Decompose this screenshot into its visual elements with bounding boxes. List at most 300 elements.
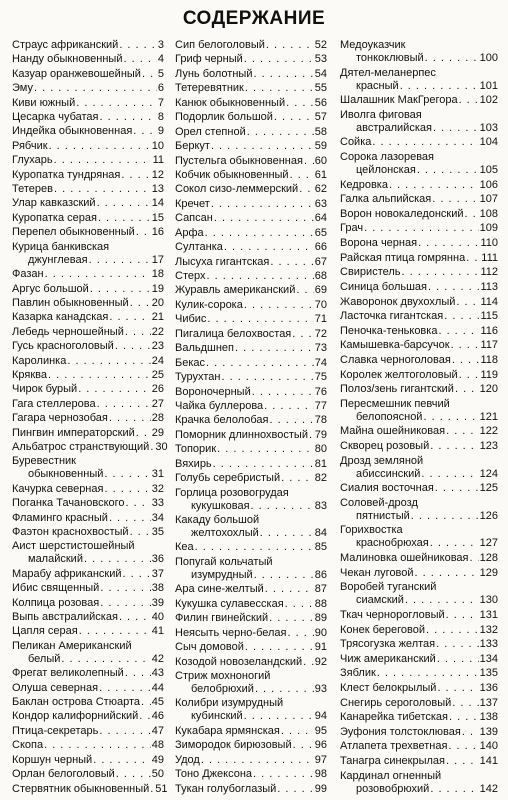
toc-line: [340, 697, 498, 710]
toc-page-number: 34: [151, 511, 164, 524]
toc-line: [340, 468, 498, 481]
toc-page-number: 130: [479, 594, 498, 607]
dot-leader: [430, 783, 478, 796]
dot-leader: [109, 311, 150, 324]
toc-entry-name: Горихвостка: [340, 524, 403, 537]
toc-entry-name: Дятел-меланерпес: [340, 66, 436, 79]
toc-entry-name: Соловей-дрозд: [340, 496, 418, 509]
toc-entry: [340, 398, 498, 424]
toc-entry-name: Сыч домовой: [175, 641, 244, 654]
toc-line: [340, 624, 498, 637]
toc-page-number: 32: [151, 482, 164, 495]
dot-leader: [270, 414, 314, 427]
toc-entry-name: Поганка Тачановского: [12, 497, 125, 510]
toc-line: [175, 598, 327, 611]
dot-leader: [206, 270, 313, 283]
toc-entry-name: Конек береговой: [340, 623, 425, 636]
toc-entry: [12, 710, 164, 723]
dot-leader: [437, 682, 478, 695]
toc-line: [175, 284, 327, 297]
contents-column-3: [340, 39, 498, 796]
dot-leader: [303, 656, 314, 669]
toc-entry: [12, 241, 164, 267]
toc-entry: [12, 582, 164, 595]
toc-entry-name: Куропатка тундряная: [12, 168, 121, 181]
toc-entry: [340, 237, 498, 250]
toc-line: [175, 710, 327, 723]
dot-leader: [415, 567, 479, 580]
toc-line: [340, 711, 498, 724]
toc-entry: [175, 299, 327, 312]
toc-page-number: 72: [314, 327, 327, 340]
toc-page-number: 50: [151, 768, 164, 781]
dot-leader: [126, 497, 151, 510]
contents-column-2: [175, 39, 327, 796]
toc-line: [12, 568, 164, 581]
toc-entry-name: Пеликан Американский: [12, 639, 132, 652]
toc-page-number: 38: [151, 582, 164, 595]
dot-leader: [213, 458, 314, 471]
toc-entry: [340, 354, 498, 367]
toc-line: [12, 326, 164, 339]
toc-line: [12, 53, 164, 66]
toc-entry: [12, 197, 164, 210]
toc-line: [340, 537, 498, 550]
dot-leader: [265, 583, 314, 596]
toc-page-number: 62: [314, 183, 327, 196]
dot-leader: [116, 768, 151, 781]
dot-leader: [99, 682, 151, 695]
dot-leader: [54, 183, 151, 196]
toc-line: [12, 782, 168, 796]
toc-page-number: 119: [480, 368, 498, 381]
toc-entry: [175, 256, 327, 269]
dot-leader: [452, 354, 480, 367]
toc-entry-name: Чиж американский: [340, 652, 436, 665]
toc-entry-name: Колибри изумрудный: [175, 697, 284, 710]
toc-entry-name: Жаворонок двухохлый: [340, 295, 456, 308]
toc-page-number: 142: [479, 782, 498, 795]
toc-line: [175, 342, 327, 355]
toc-entry: [340, 136, 498, 149]
toc-entry: [175, 627, 327, 640]
toc-entry-name: малайский: [28, 553, 83, 566]
toc-page-number: 111: [481, 251, 498, 264]
toc-entry-name: кукушковая: [191, 499, 250, 512]
toc-line: [12, 125, 164, 138]
toc-entry-name: Каролинка: [12, 354, 67, 367]
toc-line: [175, 111, 327, 124]
dot-leader: [44, 739, 151, 752]
toc-line: [340, 653, 498, 666]
toc-line: [340, 237, 498, 250]
toc-entry: [12, 68, 164, 81]
toc-entry-name: Эму: [12, 82, 33, 95]
toc-entry-name: Грач: [340, 222, 364, 235]
dot-leader: [205, 227, 314, 240]
toc-page-number: 28: [151, 412, 164, 425]
dot-leader: [288, 627, 314, 640]
toc-entry: [12, 340, 164, 353]
toc-page-number: 99: [314, 782, 327, 795]
toc-line: [340, 726, 498, 739]
toc-entry: [340, 624, 498, 637]
toc-page-number: 112: [480, 266, 498, 279]
toc-line: [175, 683, 327, 696]
toc-entry-name: Фрегат великолепный: [12, 667, 124, 680]
toc-entry: [340, 179, 498, 192]
toc-page-number: 49: [151, 753, 164, 766]
toc-entry-name: красный: [356, 79, 399, 92]
dot-leader: [255, 683, 314, 696]
toc-page-number: 98: [314, 768, 327, 781]
dot-leader: [446, 755, 479, 768]
toc-line: [340, 383, 498, 396]
toc-entry-name: Гага стеллерова: [12, 397, 96, 410]
toc-entry: [12, 39, 164, 52]
toc-entry: [12, 768, 164, 781]
toc-page-number: 121: [479, 410, 498, 423]
toc-entry-name: Цесарка чубатая: [12, 111, 99, 124]
toc-entry-name: Синица большая: [340, 280, 428, 293]
toc-line: [12, 140, 164, 153]
dot-leader: [104, 483, 150, 496]
dot-leader: [97, 197, 151, 210]
dot-leader: [247, 126, 314, 139]
dot-leader: [100, 111, 157, 124]
toc-entry-name: Топорик: [175, 443, 217, 456]
toc-entry-name: Чирок бурый: [12, 383, 78, 396]
dot-leader: [292, 328, 313, 341]
toc-entry: [12, 212, 164, 225]
toc-entry: [12, 412, 164, 425]
toc-line: [175, 169, 327, 182]
toc-line: [175, 612, 327, 625]
toc-entry-name: Сорока лазоревая: [340, 151, 435, 164]
toc-entry-name: Танагра синекрылая: [340, 754, 446, 767]
toc-entry-name: Аргус большой: [12, 282, 89, 295]
toc-entry: [12, 297, 164, 310]
toc-line: [12, 468, 164, 481]
toc-entry-name: Камышевка-барсучок: [340, 339, 450, 352]
toc-entry-name: Олуша северная: [12, 681, 99, 694]
toc-page-number: 76: [314, 385, 327, 398]
toc-page-number: 101: [479, 79, 498, 92]
toc-line: [12, 283, 164, 296]
toc-line: [175, 541, 327, 554]
toc-line: [175, 697, 327, 710]
dot-leader: [49, 140, 151, 153]
dot-leader: [84, 553, 151, 566]
toc-entry-name: краснобрюхая: [356, 537, 429, 550]
dot-leader: [426, 624, 479, 637]
dot-leader: [418, 237, 479, 250]
toc-page-number: 104: [479, 136, 498, 149]
dot-leader: [54, 154, 152, 167]
toc-page-number: 84: [314, 527, 327, 539]
toc-page-number: 71: [314, 313, 327, 326]
toc-entry: [12, 597, 164, 610]
toc-entry-name: Козодой новозеландский: [175, 655, 303, 668]
toc-entry: [12, 125, 164, 138]
toc-entry: [175, 541, 327, 554]
toc-entry: [175, 183, 327, 196]
toc-entry-name: Стерх: [175, 270, 206, 282]
toc-entry: [175, 227, 327, 240]
dot-leader: [115, 340, 151, 353]
dot-leader: [286, 97, 314, 110]
toc-entry-name: Арфа: [175, 226, 204, 239]
toc-entry: [340, 252, 498, 265]
toc-line: [12, 483, 164, 496]
dot-leader: [207, 313, 313, 326]
toc-entry-name: Ворона черная: [340, 237, 418, 250]
dot-leader: [364, 222, 479, 235]
dot-leader: [285, 598, 314, 611]
dot-leader: [123, 53, 156, 66]
toc-line: [175, 198, 327, 211]
toc-entry-name: Воробей туганский: [340, 581, 437, 594]
toc-entry-name: белый: [28, 652, 61, 665]
toc-entry-name: Неясыть черно-белая: [175, 626, 287, 639]
toc-entry: [175, 612, 327, 625]
toc-line: [12, 625, 164, 638]
toc-entry-name: Тетеревятник: [175, 82, 244, 95]
toc-line: [340, 354, 498, 367]
toc-page-number: 138: [479, 711, 498, 724]
dot-leader: [99, 725, 150, 738]
page-title: СОДЕРЖАНИЕ: [182, 8, 326, 29]
toc-page-number: 137: [479, 696, 498, 709]
toc-line: [340, 638, 498, 651]
toc-entry: [175, 598, 327, 611]
toc-entry-name: Шалашник МакГрегора: [340, 94, 458, 107]
toc-page-number: 116: [480, 324, 498, 337]
toc-entry: [340, 455, 498, 481]
toc-entry-name: Горлица розовогрудая: [175, 486, 289, 499]
toc-entry-name: Чайка буллерова: [175, 399, 264, 412]
toc-entry: [12, 696, 164, 709]
toc-page-number: 44: [151, 681, 164, 694]
toc-entry-name: Киви южный: [12, 96, 76, 109]
toc-line: [12, 97, 164, 110]
toc-line: [175, 725, 327, 738]
toc-line: [12, 111, 164, 124]
toc-entry-name: Альбатрос странствующий: [12, 440, 150, 453]
toc-page-number: 10: [151, 139, 164, 152]
dot-leader: [195, 541, 314, 554]
dot-leader: [432, 193, 478, 206]
toc-page-number: 122: [479, 425, 498, 438]
dot-leader: [221, 371, 313, 384]
toc-entry: [340, 425, 498, 438]
dot-leader: [281, 472, 314, 485]
toc-line: [12, 355, 164, 368]
dot-leader: [244, 53, 314, 66]
toc-page-number: 96: [314, 739, 327, 752]
toc-page-number: 60: [314, 154, 327, 167]
toc-line: [12, 369, 164, 382]
toc-page-number: 126: [479, 509, 498, 522]
toc-page-number: 52: [314, 39, 327, 51]
dot-leader: [452, 697, 478, 710]
dot-leader: [244, 299, 314, 312]
toc-page-number: 114: [480, 295, 498, 308]
toc-entry-name: Фламинго красный: [12, 511, 108, 524]
toc-entry: [12, 140, 164, 153]
dot-leader: [423, 411, 478, 424]
toc-entry-name: тонкоклювый: [356, 52, 424, 64]
toc-entry: [340, 497, 498, 523]
toc-entry-name: Скворец розовый: [340, 440, 430, 453]
toc-entry-name: Пигалица белохвостая: [175, 327, 292, 340]
toc-page-number: 113: [480, 280, 498, 293]
toc-page-number: 127: [479, 537, 498, 550]
toc-line: [175, 270, 327, 283]
dot-leader: [428, 281, 479, 294]
toc-entry-name: Эуфония толстоклювая: [340, 725, 461, 738]
toc-page-number: 100: [479, 52, 498, 64]
toc-line: [12, 427, 164, 440]
dot-leader: [244, 710, 314, 723]
toc-page-number: 19: [151, 282, 164, 295]
toc-page-number: 117: [480, 339, 498, 352]
toc-line: [12, 412, 164, 425]
dot-leader: [260, 527, 314, 540]
toc-page-number: 57: [314, 111, 327, 124]
toc-entry: [175, 68, 327, 81]
toc-line: [340, 296, 498, 309]
dot-leader: [425, 52, 479, 65]
toc-page-number: 74: [314, 356, 327, 369]
toc-entry: [175, 111, 327, 124]
toc-entry-name: Выпь австралийская: [12, 611, 118, 624]
toc-entry: [340, 482, 498, 495]
toc-page-number: 129: [479, 566, 498, 579]
toc-page-number: 105: [479, 164, 498, 177]
toc-line: [12, 696, 164, 709]
toc-line: [340, 594, 498, 607]
toc-entry-name: Лунь болотный: [175, 67, 253, 80]
toc-line: [12, 526, 164, 539]
dot-leader: [119, 39, 157, 52]
toc-line: [175, 783, 327, 796]
toc-line: [175, 443, 327, 456]
toc-entry: [175, 198, 327, 211]
toc-entry-name: Куропатка серая: [12, 211, 97, 224]
toc-line: [175, 227, 327, 240]
toc-page-number: 26: [151, 383, 164, 396]
toc-entry: [340, 770, 498, 796]
dot-leader: [123, 568, 151, 581]
toc-entry: [12, 526, 164, 539]
dot-leader: [459, 94, 479, 107]
toc-entry: [175, 386, 327, 399]
toc-line: [12, 297, 164, 310]
toc-entry: [12, 512, 164, 525]
toc-entry: [175, 357, 327, 370]
toc-line: [175, 739, 327, 752]
toc-entry-name: Сип белоголовый: [175, 39, 265, 51]
toc-entry-name: Кондор калифорнийский: [12, 710, 139, 723]
toc-line: [175, 556, 327, 569]
toc-page-number: 65: [314, 226, 327, 239]
toc-entry: [12, 383, 164, 396]
toc-line: [12, 340, 164, 353]
dot-leader: [377, 667, 479, 680]
toc-line: [340, 266, 498, 279]
toc-line: [12, 68, 164, 81]
toc-entry-name: Гусь красноголовый: [12, 340, 114, 353]
toc-page-number: 85: [314, 541, 327, 554]
dot-leader: [97, 398, 151, 411]
toc-page-number: 73: [314, 342, 327, 355]
toc-entry-name: Филин гвинейский: [175, 612, 269, 625]
toc-line: [340, 667, 498, 680]
toc-entry-name: австралийская: [356, 121, 432, 134]
toc-entry-name: белопоясной: [356, 410, 423, 423]
toc-entry: [340, 552, 498, 565]
toc-line: [12, 582, 164, 595]
toc-entry-name: Тетерев: [12, 183, 53, 196]
dot-leader: [451, 339, 480, 352]
dot-leader: [421, 468, 478, 481]
toc-line: [175, 641, 327, 654]
toc-line: [12, 553, 164, 566]
toc-entry: [340, 296, 498, 309]
toc-page-number: 141: [479, 754, 498, 767]
toc-line: [340, 80, 498, 93]
dot-leader: [270, 256, 313, 269]
toc-entry-name: Гагара чернозобая: [12, 412, 108, 425]
toc-page-number: 20: [151, 296, 164, 309]
toc-page-number: 103: [479, 121, 498, 134]
toc-line: [340, 52, 498, 65]
dot-leader: [435, 482, 479, 495]
toc-page-number: 79: [314, 428, 327, 441]
toc-page-number: 37: [151, 567, 164, 580]
toc-entry: [12, 754, 164, 767]
toc-entry-name: Индейка обыкновенная: [12, 125, 133, 138]
toc-entry-name: изумрудный: [191, 568, 253, 581]
toc-line: [175, 627, 327, 640]
toc-line: [340, 39, 498, 52]
dot-leader: [67, 355, 150, 368]
dot-leader: [130, 297, 151, 310]
toc-entry-name: Какаду большой: [175, 514, 260, 526]
toc-entry-name: Пересмешник певчий: [340, 397, 450, 410]
toc-line: [12, 667, 164, 680]
toc-entry: [175, 429, 327, 442]
toc-line: [175, 68, 327, 81]
toc-entry-name: Чибис: [175, 313, 207, 326]
dot-leader: [61, 653, 150, 666]
toc-entry: [12, 283, 164, 296]
dot-leader: [206, 357, 314, 370]
toc-line: [340, 411, 498, 424]
toc-entry: [175, 556, 327, 582]
dot-leader: [430, 440, 478, 453]
toc-entry-name: Зяблик: [340, 667, 376, 680]
toc-page-number: 36: [151, 553, 164, 566]
toc-page-number: 59: [314, 140, 327, 153]
toc-line: [340, 222, 498, 235]
toc-line: [175, 241, 327, 254]
toc-entry-name: Лебедь черношейный: [12, 325, 124, 338]
dot-leader: [304, 155, 314, 168]
toc-entry-name: Трясогузка желтая: [340, 638, 436, 651]
toc-entry: [175, 472, 327, 485]
